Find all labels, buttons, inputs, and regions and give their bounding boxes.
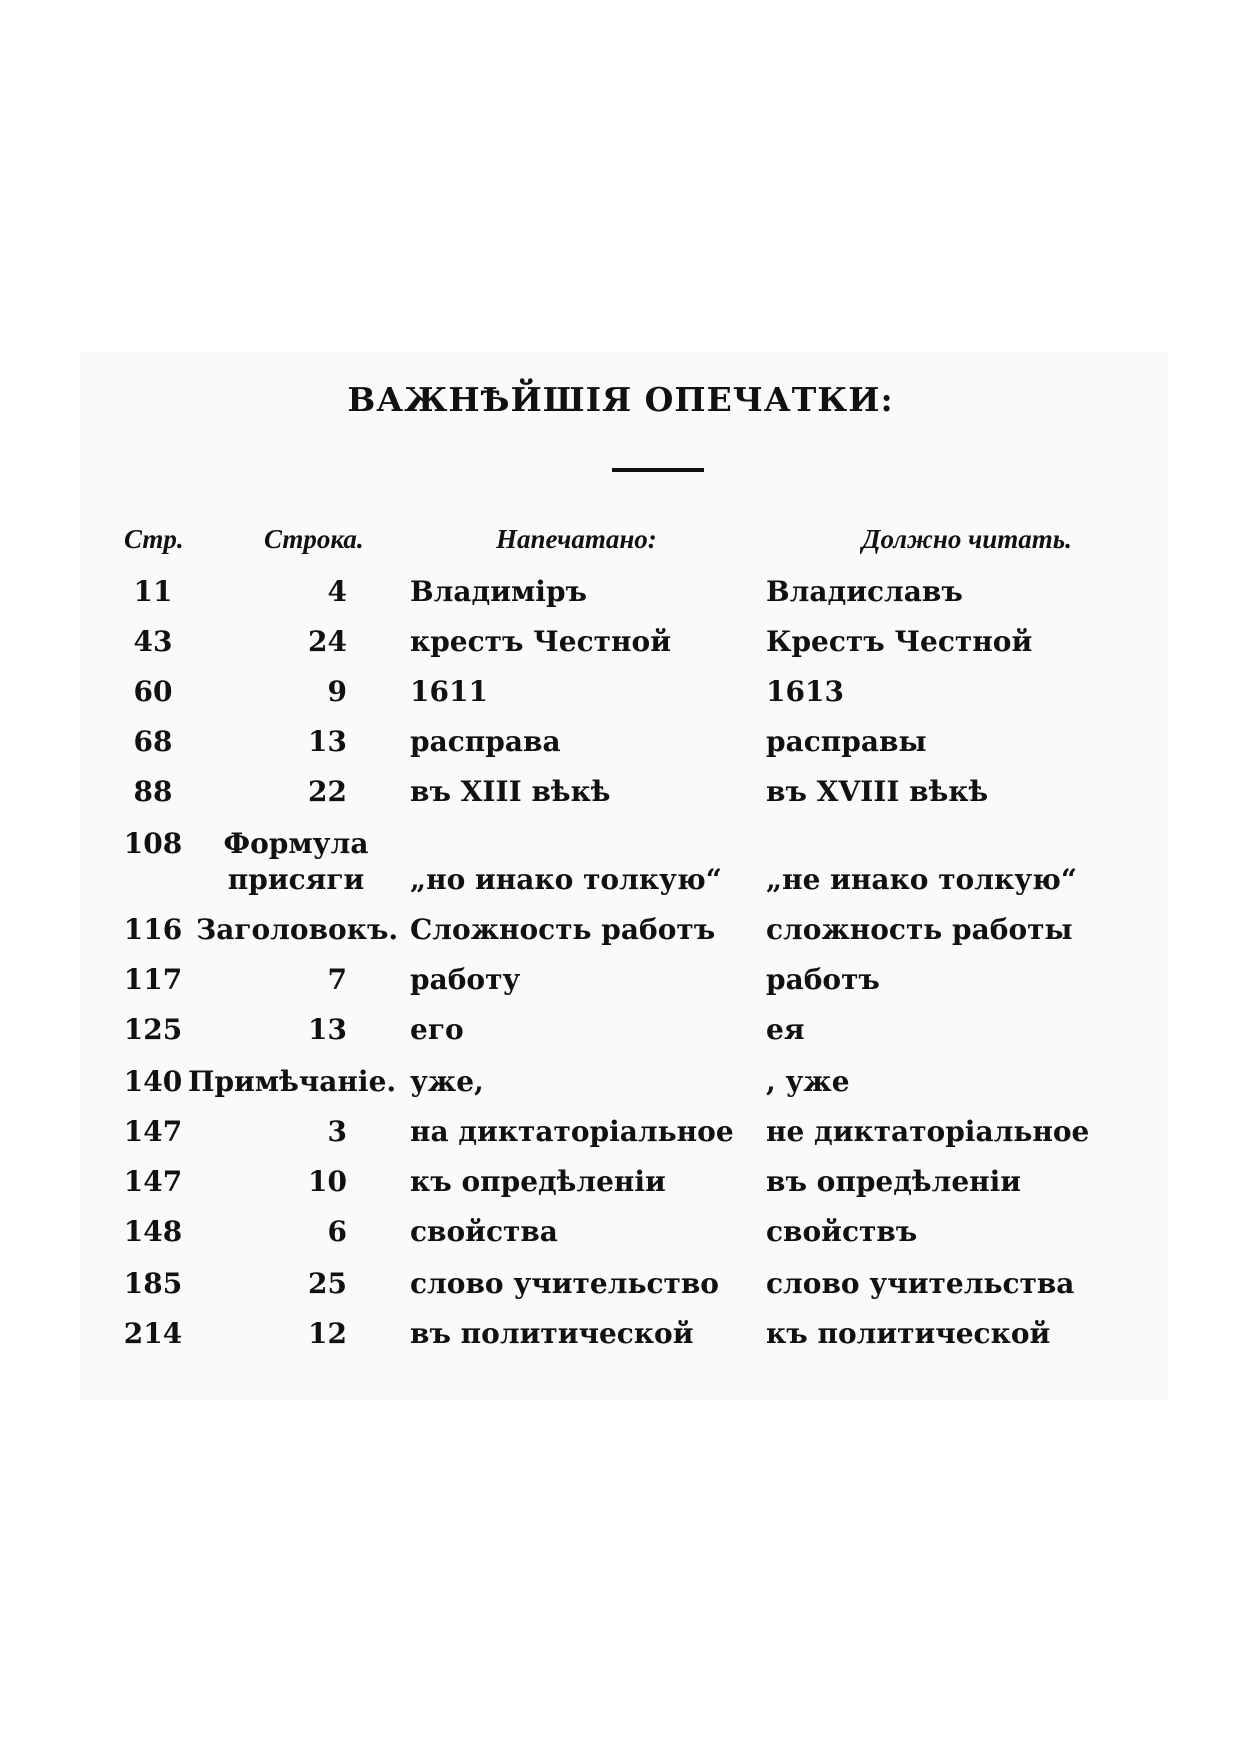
printed-cell: крестъ Честной bbox=[410, 625, 671, 658]
table-row bbox=[0, 962, 1241, 1012]
line-cell: 3 bbox=[327, 1115, 347, 1148]
correct-cell: „не инако толкую“ bbox=[766, 863, 1077, 896]
correct-cell: въ XVIII вѣкѣ bbox=[766, 775, 989, 808]
page-cell: 147 bbox=[123, 1115, 183, 1148]
line-cell: 10 bbox=[308, 1165, 347, 1198]
printed-cell: къ опредѣленіи bbox=[410, 1165, 666, 1198]
table-row bbox=[0, 912, 1241, 962]
line-cell-first: Формула bbox=[223, 827, 369, 860]
page-cell: 11 bbox=[133, 575, 173, 608]
correct-cell: сложность работы bbox=[766, 913, 1073, 946]
line-cell: 12 bbox=[308, 1317, 347, 1350]
page-cell: 140 bbox=[123, 1065, 183, 1098]
printed-cell: Владиміръ bbox=[410, 575, 587, 608]
page-cell: 125 bbox=[123, 1013, 183, 1046]
page-cell: 185 bbox=[123, 1267, 183, 1300]
page-cell: 147 bbox=[123, 1165, 183, 1198]
correct-cell: ея bbox=[766, 1013, 805, 1046]
page-cell: 117 bbox=[123, 963, 183, 996]
correct-cell: не диктаторіальное bbox=[766, 1115, 1090, 1148]
table-row bbox=[0, 1164, 1241, 1214]
correct-cell: свойствъ bbox=[766, 1215, 918, 1248]
printed-cell: свойства bbox=[410, 1215, 558, 1248]
printed-cell: расправа bbox=[410, 725, 561, 758]
page-cell: 148 bbox=[123, 1215, 183, 1248]
table-row bbox=[0, 574, 1241, 624]
correct-cell: 1613 bbox=[766, 675, 844, 708]
table-row bbox=[0, 1316, 1241, 1366]
line-cell: 13 bbox=[308, 725, 347, 758]
page-cell: 68 bbox=[133, 725, 173, 758]
page-cell: 60 bbox=[133, 675, 173, 708]
table-row bbox=[0, 1064, 1241, 1114]
line-cell: 6 bbox=[327, 1215, 347, 1248]
printed-cell: работу bbox=[410, 963, 521, 996]
line-cell: 25 bbox=[308, 1267, 347, 1300]
line-cell-second: присяги bbox=[227, 863, 365, 896]
correct-cell: , уже bbox=[766, 1065, 850, 1098]
line-cell: 13 bbox=[308, 1013, 347, 1046]
correct-cell: Крестъ Честной bbox=[766, 625, 1033, 658]
header-line: Строка. bbox=[264, 524, 364, 554]
table-row bbox=[0, 1012, 1241, 1062]
printed-cell: 1611 bbox=[410, 675, 488, 708]
page-cell: 88 bbox=[133, 775, 173, 808]
title-rule bbox=[612, 468, 704, 472]
printed-cell: его bbox=[410, 1013, 464, 1046]
line-cell: Заголовокъ. bbox=[196, 913, 399, 946]
correct-cell: слово учительства bbox=[766, 1267, 1075, 1300]
printed-cell: слово учительство bbox=[410, 1267, 719, 1300]
line-cell: 22 bbox=[308, 775, 347, 808]
table-row bbox=[0, 1114, 1241, 1164]
printed-cell: „но инако толкую“ bbox=[410, 863, 722, 896]
header-correct: Должно читать. bbox=[862, 524, 1072, 554]
table-row bbox=[0, 826, 1241, 916]
printed-cell: въ политической bbox=[410, 1317, 694, 1350]
table-row bbox=[0, 1214, 1241, 1264]
line-cell: Примѣчаніе. bbox=[188, 1065, 397, 1098]
correct-cell: въ опредѣленіи bbox=[766, 1165, 1022, 1198]
correct-cell: Владиславъ bbox=[766, 575, 963, 608]
correct-cell: расправы bbox=[766, 725, 927, 758]
table-row bbox=[0, 774, 1241, 824]
table-row bbox=[0, 674, 1241, 724]
page-title: ВАЖНѢЙШІЯ ОПЕЧАТКИ: bbox=[347, 380, 894, 419]
line-cell: 9 bbox=[327, 675, 347, 708]
table-row bbox=[0, 624, 1241, 674]
page-cell: 116 bbox=[123, 913, 183, 946]
header-page: Стр. bbox=[124, 524, 184, 554]
line-cell: 7 bbox=[327, 963, 347, 996]
page-cell: 214 bbox=[123, 1317, 183, 1350]
printed-cell: въ XIII вѣкѣ bbox=[410, 775, 611, 808]
line-cell: 4 bbox=[327, 575, 347, 608]
correct-cell: къ политической bbox=[766, 1317, 1051, 1350]
printed-cell: Сложность работъ bbox=[410, 913, 716, 946]
correct-cell: работъ bbox=[766, 963, 880, 996]
printed-cell: на диктаторіальное bbox=[410, 1115, 734, 1148]
page-cell: 43 bbox=[133, 625, 173, 658]
table-row bbox=[0, 1266, 1241, 1316]
line-cell: 24 bbox=[308, 625, 347, 658]
printed-cell: уже, bbox=[410, 1065, 484, 1098]
header-printed: Напечатано: bbox=[496, 524, 657, 554]
table-row bbox=[0, 724, 1241, 774]
page-cell: 108 bbox=[123, 827, 183, 860]
